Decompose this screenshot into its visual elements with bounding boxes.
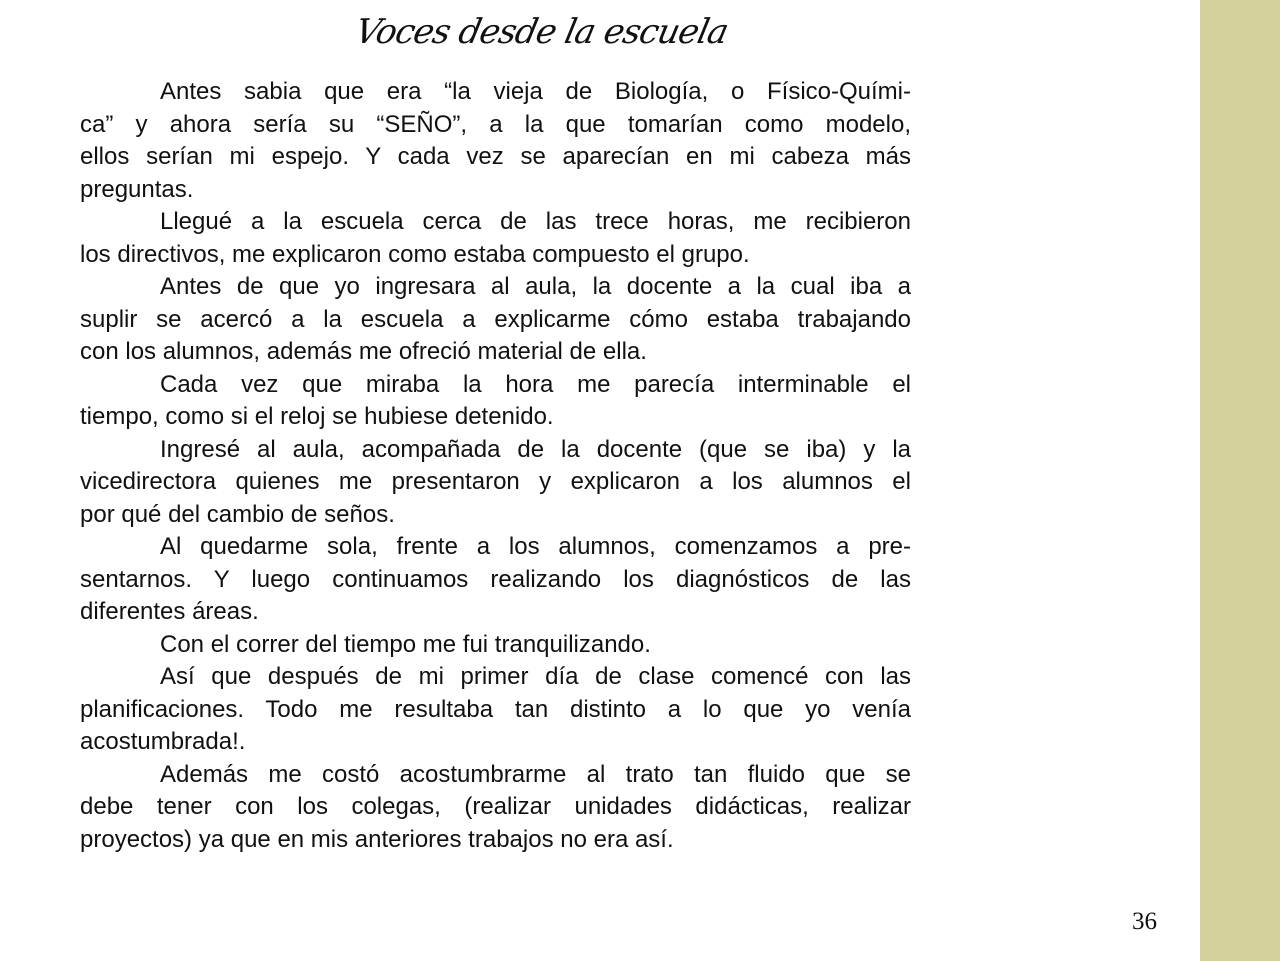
text-line: planificaciones. Todo me resultaba tan distinto a lo que yo venía — [80, 695, 911, 723]
text-line: por qué del cambio de seños. — [80, 500, 395, 528]
text-line: Ingresé al aula, acompañada de la docente (que se iba) y la — [160, 435, 911, 463]
text-line: proyectos) ya que en mis anteriores trabajos no era así. — [80, 825, 674, 853]
body-text — [80, 76, 911, 856]
text-line: Llegué a la escuela cerca de las trece horas, me recibieron — [160, 208, 911, 235]
text-line: vicedirectora quienes me presentaron y explicaron a los alumnos el — [80, 468, 911, 495]
text-line: Antes de que yo ingresara al aula, la docente a la cual iba a — [160, 273, 911, 300]
paragraph — [80, 759, 911, 857]
text-line: Así que después de mi primer día de clase comencé con las — [160, 663, 911, 690]
paragraph — [80, 629, 911, 662]
text-line: ellos serían mi espejo. Y cada vez se aparecían en mi cabeza más — [80, 143, 911, 170]
paragraph — [80, 434, 911, 532]
text-line: Además me costó acostumbrarme al trato tan fluido que se — [160, 760, 911, 788]
text-line: Con el correr del tiempo me fui tranquilizando. — [160, 630, 651, 658]
paragraph — [80, 206, 911, 271]
text-line: debe tener con los colegas, (realizar unidades didácticas, realizar — [80, 793, 911, 820]
text-line: con los alumnos, además me ofreció material de ella. — [80, 338, 647, 365]
text-line: ca” y ahora sería su “SEÑO”, a la que tomarían como modelo, — [80, 110, 911, 138]
paragraph — [80, 661, 911, 759]
text-line: sentarnos. Y luego continuamos realizando los diagnósticos de las — [80, 565, 911, 593]
running-header: Voces desde la escuela — [351, 12, 732, 52]
text-line: diferentes áreas. — [80, 598, 259, 625]
text-line: Al quedarme sola, frente a los alumnos, comenzamos a pre- — [160, 533, 911, 560]
paragraph — [80, 271, 911, 369]
page-margin-band — [1200, 0, 1280, 961]
paragraph — [80, 531, 911, 629]
text-line: Antes sabia que era “la vieja de Biología, o Físico-Quími- — [160, 78, 911, 105]
text-line: acostumbrada!. — [80, 728, 246, 755]
text-line: suplir se acercó a la escuela a explicarme cómo estaba trabajando — [80, 305, 911, 333]
text-line: tiempo, como si el reloj se hubiese detenido. — [80, 403, 554, 430]
paragraph — [80, 76, 911, 206]
text-line: Cada vez que miraba la hora me parecía interminable el — [160, 370, 911, 398]
text-line: preguntas. — [80, 175, 194, 203]
text-line: los directivos, me explicaron como estaba compuesto el grupo. — [80, 240, 750, 268]
paragraph — [80, 369, 911, 434]
page-number: 36 — [1132, 908, 1157, 935]
